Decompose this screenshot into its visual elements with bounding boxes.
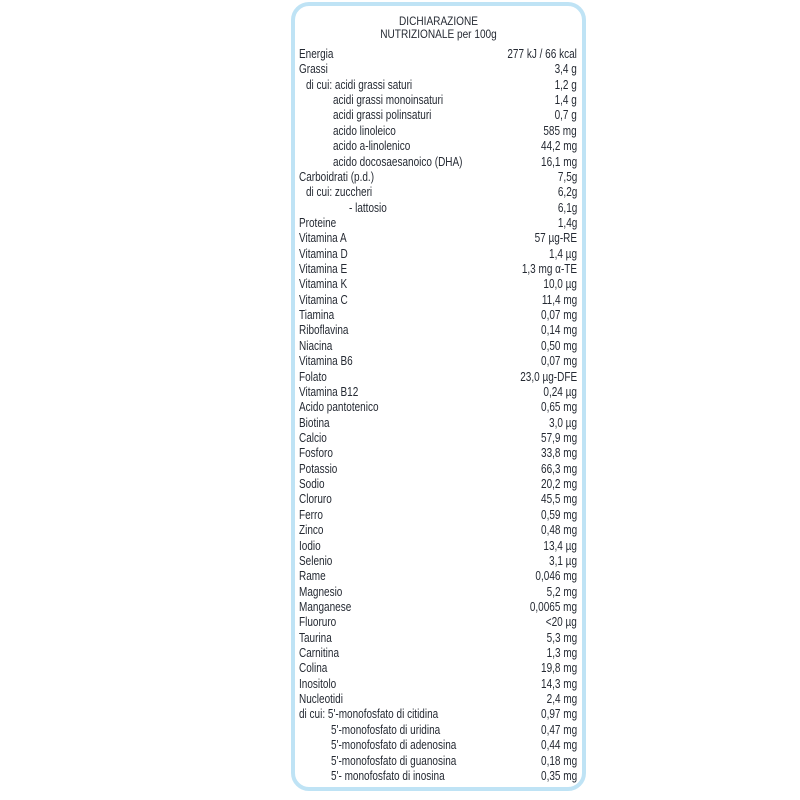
nutrient-row — [299, 400, 579, 415]
nutrient-row — [299, 354, 579, 369]
nutrient-row — [299, 769, 579, 784]
nutrient-value: 0,48 mg — [540, 523, 577, 538]
nutrient-value: 1,2 g — [554, 77, 577, 92]
nutrient-value: 44,2 mg — [540, 139, 577, 154]
nutrient-value: 66,3 mg — [540, 461, 577, 476]
nutrient-label: Calcio — [299, 430, 327, 445]
nutrient-label: Proteine — [299, 215, 337, 230]
nutrient-label: acido a-linolenico — [333, 139, 411, 154]
nutrient-value: 1,4g — [557, 215, 577, 230]
nutrient-label: acidi grassi monoinsaturi — [333, 93, 444, 108]
nutrient-label: Grassi — [299, 62, 328, 77]
nutrient-row — [299, 492, 579, 507]
nutrient-label: Fosforo — [299, 446, 333, 461]
nutrient-row — [299, 677, 579, 692]
nutrient-value: 0,14 mg — [540, 323, 577, 338]
nutrient-value: 277 kJ / 66 kcal — [507, 47, 577, 61]
nutrient-row — [299, 262, 579, 277]
nutrient-label: Riboflavina — [299, 323, 349, 338]
nutrient-value: 14,3 mg — [540, 676, 577, 691]
nutrient-value: 0,07 mg — [540, 354, 577, 369]
nutrient-row — [299, 62, 579, 77]
nutrient-label: 5'-monofosfato di adenosina — [331, 738, 457, 753]
nutrient-label: Vitamina D — [299, 246, 348, 261]
nutrient-row — [299, 738, 579, 753]
nutrient-row — [299, 201, 579, 216]
nutrient-row — [299, 554, 579, 569]
nutrient-row — [299, 247, 579, 262]
nutrient-row — [299, 508, 579, 523]
nutrient-row — [299, 185, 579, 200]
nutrient-label: Tiamina — [299, 308, 335, 323]
header-title-line1: DICHIARAZIONE — [399, 14, 478, 28]
nutrient-value: 6,1g — [557, 200, 577, 215]
nutrient-value: 0,35 mg — [540, 768, 577, 783]
nutrition-header — [318, 15, 559, 41]
nutrient-value: 0,50 mg — [540, 338, 577, 353]
nutrient-row — [299, 539, 579, 554]
nutrient-row — [299, 754, 579, 769]
nutrient-row — [299, 416, 579, 431]
nutrient-row — [299, 308, 579, 323]
nutrient-value: 0,07 mg — [540, 308, 577, 323]
nutrient-label: Vitamina E — [299, 262, 348, 277]
nutrient-label: Ferro — [299, 507, 323, 522]
nutrient-value: 45,5 mg — [540, 492, 577, 507]
nutrient-row — [299, 277, 579, 292]
nutrient-row — [299, 477, 579, 492]
nutrient-label: Energia — [299, 47, 334, 61]
nutrient-value: 7,5g — [557, 169, 577, 184]
nutrient-row — [299, 293, 579, 308]
nutrient-label: Zinco — [299, 523, 324, 538]
nutrient-label: Manganese — [299, 599, 352, 614]
nutrient-row — [299, 523, 579, 538]
nutrient-row — [299, 170, 579, 185]
nutrient-value: 0,18 mg — [540, 753, 577, 768]
nutrient-label: Vitamina C — [299, 292, 348, 307]
nutrient-row — [299, 339, 579, 354]
nutrient-row — [299, 692, 579, 707]
nutrient-label: Iodio — [299, 538, 321, 553]
nutrient-value: 0,59 mg — [540, 507, 577, 522]
nutrient-row — [299, 615, 579, 630]
nutrient-value: 0,47 mg — [540, 722, 577, 737]
nutrient-label: Fluoruro — [299, 615, 337, 630]
nutrient-row — [299, 585, 579, 600]
nutrient-value: 0,0065 mg — [529, 599, 577, 614]
nutrient-label: Nucleotidi — [299, 692, 343, 707]
nutrient-row — [299, 569, 579, 584]
nutrient-value: 0,24 µg — [543, 384, 577, 399]
nutrient-label: Rame — [299, 569, 326, 584]
nutrient-row — [299, 108, 579, 123]
nutrient-row — [299, 47, 579, 62]
nutrient-value: 3,0 µg — [548, 415, 577, 430]
nutrient-value: 3,4 g — [554, 62, 577, 77]
nutrient-row — [299, 431, 579, 446]
nutrient-value: 20,2 mg — [540, 477, 577, 492]
nutrient-value: 585 mg — [543, 123, 577, 138]
nutrient-value: 0,44 mg — [540, 738, 577, 753]
nutrient-value: 2,4 mg — [546, 692, 577, 707]
nutrient-value: 57,9 mg — [540, 430, 577, 445]
nutrient-value: 5,2 mg — [546, 584, 577, 599]
nutrient-value: 57 µg-RE — [534, 231, 577, 246]
nutrient-label: Potassio — [299, 461, 338, 476]
nutrient-value: 1,3 mg α-TE — [521, 262, 577, 277]
nutrient-label: Carnitina — [299, 646, 340, 661]
nutrient-label: di cui: 5'-monofosfato di citidina — [299, 707, 439, 722]
nutrient-value: 0,97 mg — [540, 707, 577, 722]
nutrient-value: 0,046 mg — [535, 569, 577, 584]
nutrient-row — [299, 462, 579, 477]
nutrient-label: Taurina — [299, 630, 332, 645]
nutrient-label: acido docosaesanoico (DHA) — [333, 154, 463, 169]
nutrient-value: 33,8 mg — [540, 446, 577, 461]
nutrient-value: 19,8 mg — [540, 661, 577, 676]
nutrient-label: Biotina — [299, 415, 330, 430]
nutrient-label: Selenio — [299, 553, 333, 568]
nutrient-row — [299, 323, 579, 338]
nutrient-row — [299, 446, 579, 461]
nutrient-value: 5,3 mg — [546, 630, 577, 645]
nutrient-label: Vitamina A — [299, 231, 347, 246]
nutrient-label: 5'- monofosfato di inosina — [331, 768, 445, 783]
nutrient-label: Inositolo — [299, 676, 337, 691]
nutrient-row — [299, 661, 579, 676]
nutrient-row — [299, 93, 579, 108]
nutrient-label: acido linoleico — [333, 123, 396, 138]
nutrient-row — [299, 646, 579, 661]
nutrient-value: 23,0 µg-DFE — [520, 369, 577, 384]
nutrient-row — [299, 216, 579, 231]
nutrient-label: Sodio — [299, 477, 325, 492]
nutrient-label: acidi grassi polinsaturi — [333, 108, 432, 123]
nutrient-row — [299, 723, 579, 738]
nutrition-label-panel — [291, 2, 586, 791]
nutrient-value: 0,7 g — [554, 108, 577, 123]
nutrient-row — [299, 370, 579, 385]
nutrient-value: 1,3 mg — [546, 646, 577, 661]
nutrition-table — [299, 47, 579, 784]
nutrient-value: 0,65 mg — [540, 400, 577, 415]
nutrient-label: Niacina — [299, 338, 333, 353]
nutrient-row — [299, 600, 579, 615]
nutrient-row — [299, 155, 579, 170]
nutrient-value: 1,4 µg — [548, 246, 577, 261]
nutrient-row — [299, 78, 579, 93]
nutrient-value: 10,0 µg — [543, 277, 577, 292]
nutrient-label: di cui: zuccheri — [306, 185, 373, 200]
nutrient-label: Vitamina B12 — [299, 384, 359, 399]
nutrient-row — [299, 707, 579, 722]
nutrient-row — [299, 631, 579, 646]
nutrient-row — [299, 124, 579, 139]
nutrient-label: Vitamina B6 — [299, 354, 353, 369]
nutrient-value: <20 µg — [545, 615, 577, 630]
nutrient-label: Cloruro — [299, 492, 332, 507]
nutrient-row — [299, 385, 579, 400]
nutrient-label: Folato — [299, 369, 327, 384]
nutrient-label: Carboidrati (p.d.) — [299, 169, 375, 184]
nutrient-label: Acido pantotenico — [299, 400, 379, 415]
nutrient-label: 5'-monofosfato di uridina — [331, 722, 441, 737]
nutrient-label: Vitamina K — [299, 277, 348, 292]
nutrient-value: 13,4 µg — [543, 538, 577, 553]
nutrient-value: 16,1 mg — [540, 154, 577, 169]
nutrient-label: 5'-monofosfato di guanosina — [331, 753, 457, 768]
nutrient-value: 3,1 µg — [548, 553, 577, 568]
nutrient-label: Colina — [299, 661, 328, 676]
nutrient-value: 11,4 mg — [541, 292, 577, 307]
nutrient-label: Magnesio — [299, 584, 343, 599]
header-title-line2: NUTRIZIONALE per 100g — [380, 27, 497, 41]
nutrient-value: 1,4 g — [554, 93, 577, 108]
nutrient-label: - lattosio — [349, 200, 387, 215]
nutrient-row — [299, 139, 579, 154]
nutrient-label: di cui: acidi grassi saturi — [306, 77, 413, 92]
nutrient-row — [299, 231, 579, 246]
nutrient-value: 6,2g — [557, 185, 577, 200]
